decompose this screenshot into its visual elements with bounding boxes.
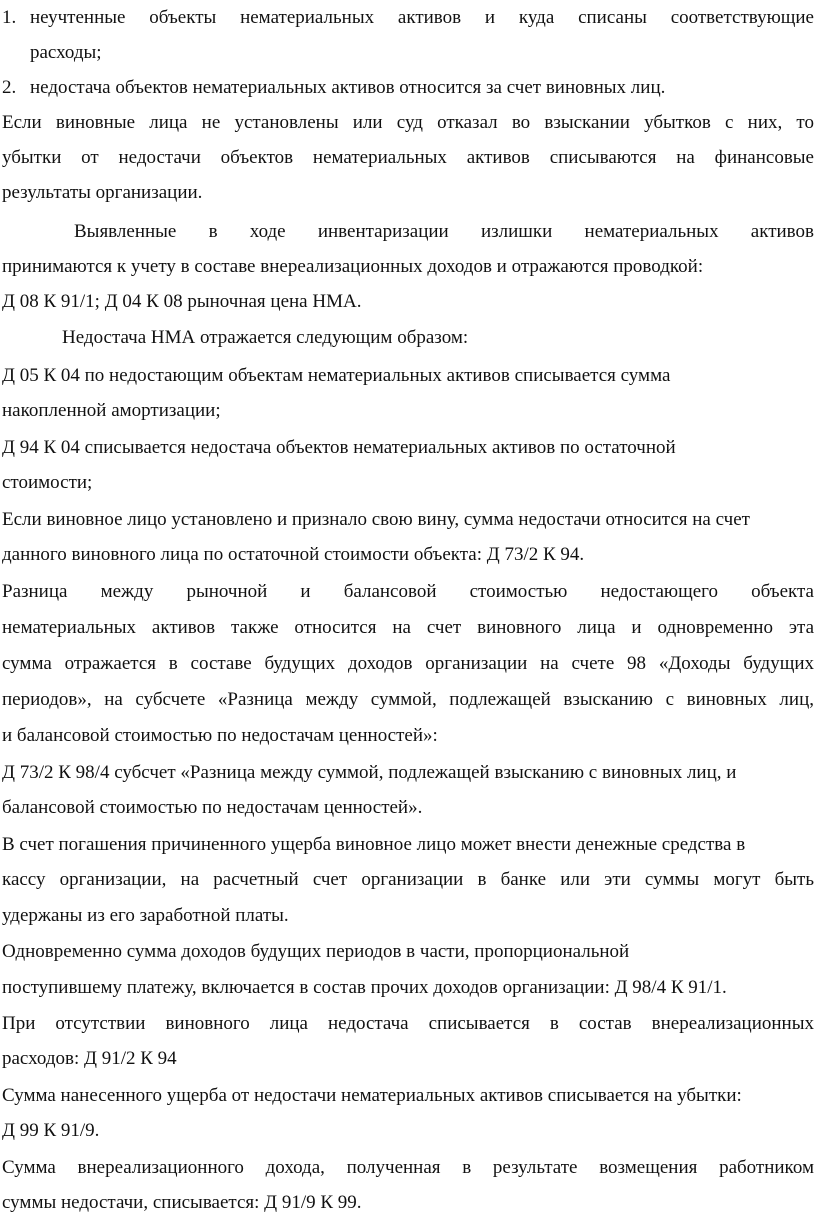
text-line: принимаются к учету в составе внереализационных доходов и отражаются проводкой: [2, 256, 704, 277]
text-line: расходов: Д 91/2 К 94 [2, 1048, 177, 1069]
text-line: Если виновное лицо установлено и признало свою вину, сумма недостачи относится на счет [2, 509, 750, 530]
text-line: удержаны из его заработной платы. [2, 905, 289, 926]
text-line: стоимости; [2, 472, 93, 493]
text-line: Д 94 К 04 списывается недостача объектов нематериальных активов по остаточной [2, 437, 676, 458]
text-line: кассу организации, на расчетный счет организации в банке или эти суммы могут быть [2, 869, 814, 890]
text-line: результаты организации. [2, 182, 203, 203]
text-line: Разница между рыночной и балансовой стоимостью недостающего объекта [2, 581, 814, 602]
list-number-2: 2. [2, 77, 17, 98]
text-line: и балансовой стоимостью по недостачам ценностей»: [2, 725, 438, 746]
text-line: Сумма нанесенного ущерба от недостачи нематериальных активов списывается на убытки: [2, 1085, 742, 1106]
text-line: поступившему платежу, включается в состав прочих доходов организации: Д 98/4 К 91/1. [2, 977, 727, 998]
text-line: балансовой стоимостью по недостачам ценностей». [2, 797, 423, 818]
text-line: накопленной амортизации; [2, 400, 221, 421]
text-line: нематериальных активов также относится на счет виновного лица и одновременно эта [2, 617, 814, 638]
list-item-1-line-1: неучтенные объекты нематериальных активов и куда списаны соответствующие [30, 7, 814, 28]
text-line: Одновременно сумма доходов будущих периодов в части, пропорциональной [2, 941, 630, 962]
text-line: В счет погашения причиненного ущерба виновное лицо может внести денежные средства в [2, 834, 746, 855]
text-line: Д 05 К 04 по недостающим объектам нематериальных активов списывается сумма [2, 365, 671, 386]
list-item-2-line-1: недостача объектов нематериальных активов относится за счет виновных лиц. [30, 77, 666, 98]
list-number-1: 1. [2, 7, 17, 28]
list-item-1-line-2: расходы; [30, 42, 102, 63]
text-line: Д 99 К 91/9. [2, 1120, 100, 1141]
text-line: суммы недостачи, списывается: Д 91/9 К 99. [2, 1192, 362, 1213]
text-line: Д 73/2 К 98/4 субсчет «Разница между суммой, подлежащей взысканию с виновных лиц, и [2, 762, 737, 783]
text-line: Если виновные лица не установлены или суд отказал во взыскании убытков с них, то [2, 112, 814, 133]
text-line-indented: Выявленные в ходе инвентаризации излишки нематериальных активов [74, 221, 814, 242]
text-line: данного виновного лица по остаточной стоимости объекта: Д 73/2 К 94. [2, 544, 585, 565]
text-line: При отсутствии виновного лица недостача списывается в состав внереализационных [2, 1013, 814, 1034]
text-line: Д 08 К 91/1; Д 04 К 08 рыночная цена НМА. [2, 291, 362, 312]
text-line: сумма отражается в составе будущих доходов организации на счете 98 «Доходы будущих [2, 653, 814, 674]
text-line: Сумма внереализационного дохода, полученная в результате возмещения работником [2, 1157, 814, 1178]
text-line: периодов», на субсчете «Разница между суммой, подлежащей взысканию с виновных лиц, [2, 689, 814, 710]
text-line: убытки от недостачи объектов нематериальных активов списываются на финансовые [2, 147, 814, 168]
text-line-indented: Недостача НМА отражается следующим образом: [62, 327, 469, 348]
